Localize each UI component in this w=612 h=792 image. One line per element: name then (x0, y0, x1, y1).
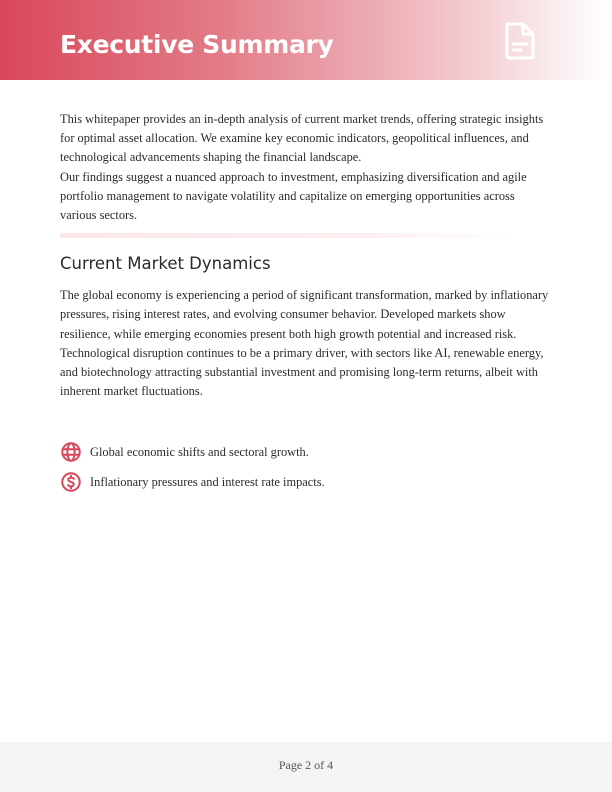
page-number: Page 2 of 4 (278, 758, 334, 772)
section-paragraph: Technological disruption continues to be a primary driver, with sectors like AI, renewable energy, and biotechnology attracting substantial investment and promising long-term returns, albeit with inherent market fluctuations. (60, 345, 544, 399)
list-item (60, 437, 550, 467)
section-paragraph: The global economy is experiencing a period of significant transformation, marked by inflationary pressures, rising interest rates, and evolving consumer behavior. Developed markets show resilience, while emerging economies present both high growth potential and increased risk. (60, 288, 549, 341)
list-item (60, 467, 550, 497)
globe-icon (60, 441, 82, 463)
bullet-text: Inflationary pressures and interest rate impacts. (90, 474, 325, 489)
bullet-list (60, 437, 550, 497)
dollar-circle-icon (60, 471, 82, 493)
intro-section (60, 110, 550, 225)
page-title: Executive Summary (60, 30, 334, 59)
page-footer (0, 742, 612, 792)
section-heading: Current Market Dynamics (60, 254, 271, 274)
section-divider (60, 233, 512, 238)
document-icon (503, 21, 537, 61)
main-content (60, 110, 550, 497)
intro-paragraph: This whitepaper provides an in-depth analysis of current market trends, offering strategic insights for optimal asset allocation. We examine key economic indicators, geopolitical influences, and technological advancements shaping the financial landscape. (60, 112, 544, 165)
page-header (0, 0, 612, 80)
intro-paragraph: Our findings suggest a nuanced approach to investment, emphasizing diversification and agile portfolio management to navigate volatility and capitalize on emerging opportunities across various sectors. (60, 169, 527, 223)
bullet-text: Global economic shifts and sectoral growth. (90, 444, 309, 459)
